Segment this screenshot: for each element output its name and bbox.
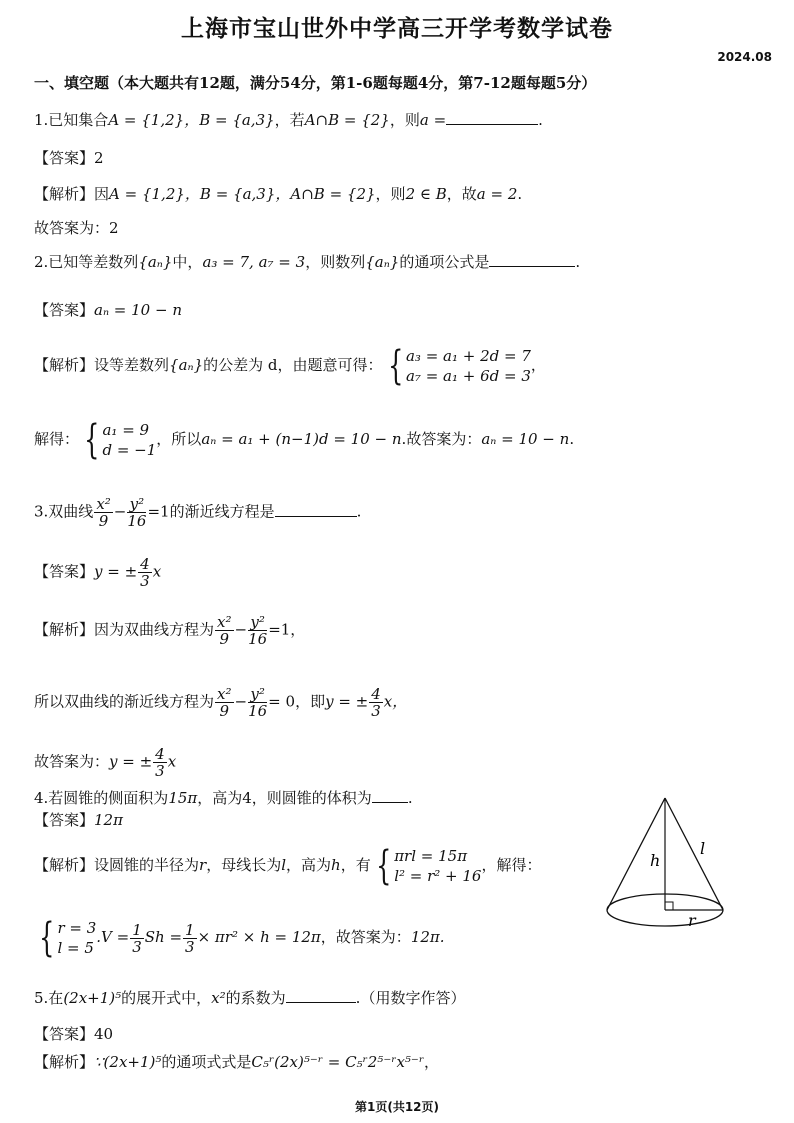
page-footer: 第1页(共12页): [354, 1100, 440, 1114]
q3-final: 故答案为：y = ± $\frac{4}{3}$ x: [34, 745, 177, 780]
q5-analysis: 【解析】∵(2x+1)⁵的通项式式是C₅ʳ(2x)⁵⁻ʳ = C₅ʳ2⁵⁻ʳx⁵⁻ʳ，: [34, 1053, 440, 1071]
q4-analysis: 【解析】设圆锥的半径为r，母线长为l，高为h，有 { πrl = 15π l² = r² + 16 ，解得：: [34, 843, 542, 889]
q5-answer: 【答案】40: [34, 1025, 114, 1043]
cone-label-h: h: [650, 851, 661, 870]
q5-stem: 5.在(2x+1)⁵的展开式中，x²的系数为 .（用数字作答）: [34, 989, 466, 1007]
q4-stem: 4.若圆锥的侧面积为15π，高为4，则圆锥的体积为 .: [34, 789, 413, 807]
q2-solve: 解得： { a₁ = 9 d = −1 ，所以aₙ = a₁ + (n−1)d = 10 − n.故答案为：aₙ = 10 − n.: [34, 417, 575, 463]
q3-answer: 【答案】y = ± $\frac{4}{3}$ x: [34, 555, 162, 590]
q3-answer-blank: [275, 502, 357, 517]
q3-analysis: 【解析】因为双曲线方程为 $\frac{\text{x²}}{9}$ − $\frac{\text{y²}}{16}$ =1，: [34, 613, 306, 648]
q3-asymptote: 所以双曲线的渐近线方程为 $\frac{\text{x²}}{9}$ − $\frac{\text{y²}}{16}$ = 0，即y = ± $\frac{4}{3}$ x，: [34, 685, 408, 720]
q2-analysis: 【解析】设等差数列{aₙ}的公差为 d，由题意可得： { a₃ = a₁ + 2d = 7 a₇ = a₁ + 6d = 3 ，: [34, 343, 546, 389]
cone-diagram: [600, 792, 730, 932]
q4-answer-blank: [372, 788, 408, 803]
q4-answer: 【答案】12π: [34, 811, 123, 829]
section-heading: 一、填空题（本大题共有12题，满分54分，第1-6题每题4分，第7-12题每题5分）: [34, 74, 597, 92]
q1-answer: 【答案】2: [34, 149, 104, 167]
q2-stem: 2.已知等差数列{aₙ}中，a₃ = 7, a₇ = 3，则数列{aₙ}的通项公式是 .: [34, 253, 581, 271]
cone-slant: [665, 798, 723, 910]
q1-analysis: 【解析】因A = {1,2}，B = {a,3}，A∩B = {2}，则2 ∈ B，故a = 2.: [34, 185, 523, 203]
exam-date: 2024.08: [717, 50, 772, 64]
q5-answer-blank: [286, 988, 356, 1003]
q1-answer-blank: [446, 110, 538, 125]
cone-label-r: r: [688, 911, 696, 930]
q1-final: 故答案为：2: [34, 219, 119, 237]
q4-solve: { r = 3 l = 5 .V = $\frac{1}{3}$ Sh = $\frac{1}{3}$ × πr² × h = 12π，故答案为：12π.: [39, 915, 445, 961]
q1-stem: 1.已知集合A = {1,2}，B = {a,3}，若A∩B = {2}，则a = .: [34, 111, 543, 129]
cone-label-l: l: [700, 839, 706, 858]
page-title: 上海市宝山世外中学高三开学考数学试卷: [181, 15, 613, 42]
q3-stem: 3.双曲线 $\frac{\text{x²}}{9}$ − $\frac{\text{y²}}{16}$ =1的渐近线方程是 .: [34, 495, 362, 530]
right-angle-mark: [665, 902, 673, 910]
q2-answer: 【答案】aₙ = 10 − n: [34, 301, 182, 319]
q2-answer-blank: [489, 252, 575, 267]
